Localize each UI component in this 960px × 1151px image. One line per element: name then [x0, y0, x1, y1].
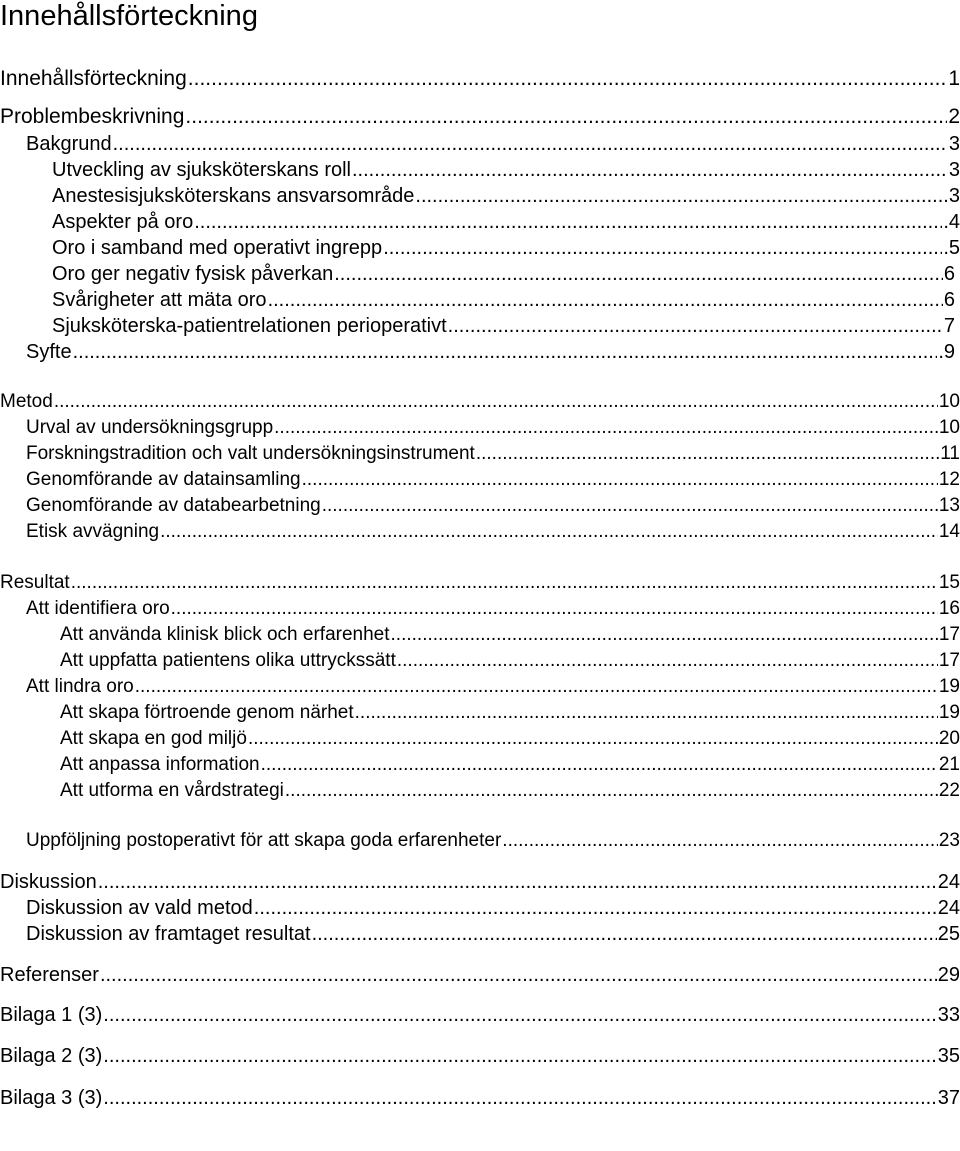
toc-entry-label: Att anpassa information	[60, 754, 260, 775]
toc-entry-page-number: 10	[938, 391, 960, 412]
toc-entry-page-number: .4	[943, 211, 960, 233]
toc-dot-leader	[274, 417, 938, 439]
toc-dot-leader	[54, 391, 938, 413]
toc-entry-label: Att utforma en vårdstrategi	[60, 780, 284, 801]
toc-dot-leader	[135, 676, 938, 698]
toc-dot-leader	[312, 923, 937, 945]
toc-entry-page-number: 3	[948, 133, 960, 155]
toc-entry[interactable]	[26, 521, 960, 543]
toc-entry-label: Innehållsförteckning	[0, 67, 187, 90]
toc-dot-leader	[185, 106, 947, 128]
toc-entry[interactable]	[26, 417, 960, 439]
toc-entry[interactable]	[26, 341, 955, 363]
toc-entry[interactable]	[0, 1087, 960, 1109]
toc-dot-leader	[98, 871, 937, 893]
toc-entry-page-number: 11	[940, 443, 960, 464]
toc-entry-page-number: .5	[943, 237, 960, 259]
toc-entry-page-number: 16	[938, 598, 960, 619]
toc-entry-label: Urval av undersökningsgrupp	[26, 417, 274, 438]
toc-entry-page-number: 19	[938, 676, 960, 697]
toc-dot-leader	[261, 754, 938, 776]
toc-entry-page-number: 24	[937, 871, 960, 893]
toc-entry[interactable]	[60, 650, 960, 672]
toc-entry-label: Utveckling av sjuksköterskans roll	[52, 159, 351, 181]
toc-entry-label: Aspekter på oro	[52, 211, 194, 233]
toc-entry-page-number: 24	[937, 897, 960, 919]
toc-dot-leader	[476, 443, 939, 465]
toc-dot-leader	[254, 897, 937, 919]
toc-entry[interactable]	[0, 1045, 960, 1067]
toc-dot-leader	[160, 521, 938, 543]
toc-dot-leader	[415, 185, 947, 207]
toc-dot-leader	[171, 598, 938, 620]
toc-entry-label: Sjuksköterska-patientrelationen perioperativt	[52, 315, 447, 337]
toc-entry-label: Att skapa förtroende genom närhet	[60, 702, 354, 723]
toc-dot-leader	[100, 964, 937, 986]
toc-entry[interactable]	[0, 572, 960, 594]
toc-dot-leader	[391, 624, 938, 646]
toc-entry-label: Oro i samband med operativt ingrepp	[52, 237, 383, 259]
toc-entry-label: Diskussion av framtaget resultat	[26, 923, 311, 945]
toc-entry[interactable]	[52, 315, 955, 337]
toc-entry-label: Genomförande av databearbetning	[26, 495, 321, 516]
toc-entry-label: Diskussion av vald metod	[26, 897, 253, 919]
toc-entry[interactable]	[26, 495, 960, 517]
toc-dot-leader	[322, 495, 938, 517]
toc-entry[interactable]	[52, 237, 960, 259]
toc-entry-label: Svårigheter att mäta oro	[52, 289, 267, 311]
toc-entry-page-number: 29	[937, 964, 960, 986]
toc-entry-page-number: 13	[938, 495, 960, 516]
toc-entry[interactable]	[0, 871, 960, 893]
toc-entry-page-number: 6	[943, 263, 955, 285]
toc-entry-page-number: 1	[948, 67, 960, 90]
toc-entry-page-number: 37	[937, 1087, 960, 1109]
toc-entry-label: Bakgrund	[26, 133, 112, 155]
toc-entry[interactable]	[52, 289, 955, 311]
toc-entry-label: Etisk avvägning	[26, 521, 160, 542]
toc-entry-label: Att uppfatta patientens olika uttryckssätt	[60, 650, 396, 671]
toc-entry-label: Genomförande av datainsamling	[26, 469, 301, 490]
toc-dot-leader	[355, 702, 938, 724]
toc-entry-page-number: 2	[948, 105, 960, 128]
toc-entry-label: Resultat	[0, 572, 70, 593]
page-title: Innehållsförteckning	[0, 0, 258, 32]
toc-dot-leader	[71, 572, 938, 594]
toc-entry-page-number: 25	[937, 923, 960, 945]
toc-dot-leader	[188, 68, 948, 90]
toc-entry[interactable]	[52, 211, 960, 233]
toc-entry[interactable]	[60, 780, 960, 802]
toc-dot-leader	[194, 211, 942, 233]
toc-entry-label: Bilaga 2 (3)	[0, 1045, 103, 1067]
toc-entry-label: Bilaga 1 (3)	[0, 1004, 103, 1026]
toc-entry-label: Referenser	[0, 964, 99, 986]
toc-dot-leader	[302, 469, 938, 491]
toc-entry[interactable]	[0, 964, 960, 986]
toc-entry-label: Uppföljning postoperativt för att skapa goda erfarenheter	[26, 830, 502, 851]
toc-dot-leader	[113, 133, 948, 155]
toc-entry[interactable]	[26, 598, 960, 620]
toc-entry-label: Syfte	[26, 341, 72, 363]
toc-entry[interactable]	[26, 443, 960, 465]
toc-dot-leader	[103, 1045, 936, 1067]
toc-entry-label: Diskussion	[0, 871, 97, 893]
toc-entry[interactable]	[26, 133, 960, 155]
toc-dot-leader	[448, 315, 943, 337]
toc-entry-label: Forskningstradition och valt undersökningsinstrument	[26, 443, 475, 464]
toc-entry[interactable]	[26, 676, 960, 698]
toc-entry-page-number: 23	[938, 830, 960, 851]
toc-entry-page-number: 6	[943, 289, 955, 311]
toc-entry-page-number: 17	[938, 650, 960, 671]
toc-entry-page-number: 3	[948, 159, 960, 181]
toc-entry[interactable]	[26, 830, 960, 852]
toc-entry-label: Att använda klinisk blick och erfarenhet	[60, 624, 390, 645]
toc-entry[interactable]	[60, 728, 960, 750]
toc-dot-leader	[383, 237, 942, 259]
toc-entry[interactable]	[52, 159, 960, 181]
toc-entry-label: Att lindra oro	[26, 676, 134, 697]
toc-entry-page-number: 22	[938, 780, 960, 801]
toc-entry-label: Problembeskrivning	[0, 105, 185, 128]
toc-dot-leader	[334, 263, 943, 285]
toc-entry[interactable]	[0, 68, 960, 90]
toc-entry-page-number: 12	[938, 469, 960, 490]
toc-entry-page-number: 7	[943, 315, 955, 337]
toc-entry[interactable]	[60, 702, 960, 724]
toc-dot-leader	[103, 1087, 936, 1109]
toc-dot-leader	[502, 830, 938, 852]
toc-dot-leader	[73, 341, 938, 363]
toc-entry-label: Metod	[0, 391, 53, 412]
toc-entry[interactable]	[60, 754, 960, 776]
toc-entry-label: Bilaga 3 (3)	[0, 1087, 103, 1109]
toc-entry[interactable]	[60, 624, 960, 646]
toc-entry-label: Att skapa en god miljö	[60, 728, 247, 749]
toc-entry-page-number: 14	[938, 521, 960, 542]
toc-entry-page-number: .9	[938, 341, 955, 363]
toc-entry-label: Anestesisjuksköterskans ansvarsområde	[52, 185, 415, 207]
toc-entry-page-number: 33	[937, 1004, 960, 1026]
toc-entry-page-number: 15	[938, 572, 960, 593]
toc-dot-leader	[397, 650, 938, 672]
toc-dot-leader	[248, 728, 938, 750]
toc-entry-page-number: 20	[938, 728, 960, 749]
toc-entry[interactable]	[26, 469, 960, 491]
toc-entry-page-number: 3	[948, 185, 960, 207]
toc-entry-page-number: 35	[937, 1045, 960, 1067]
toc-entry[interactable]	[52, 263, 955, 285]
toc-entry[interactable]	[52, 185, 960, 207]
toc-entry-page-number: 17	[938, 624, 960, 645]
toc-dot-leader	[103, 1004, 936, 1026]
toc-entry-page-number: 21	[938, 754, 960, 775]
toc-entry-page-number: 10	[938, 417, 960, 438]
toc-dot-leader	[285, 780, 938, 802]
toc-dot-leader	[268, 289, 943, 311]
toc-dot-leader	[352, 159, 948, 181]
toc-entry[interactable]	[26, 897, 960, 919]
toc-entry-label: Att identifiera oro	[26, 598, 170, 619]
toc-entry[interactable]	[0, 106, 960, 128]
toc-entry[interactable]	[0, 1004, 960, 1026]
toc-entry-page-number: 19	[938, 702, 960, 723]
toc-entry[interactable]	[0, 391, 960, 413]
toc-entry-label: Oro ger negativ fysisk påverkan	[52, 263, 334, 285]
toc-entry[interactable]	[26, 923, 960, 945]
